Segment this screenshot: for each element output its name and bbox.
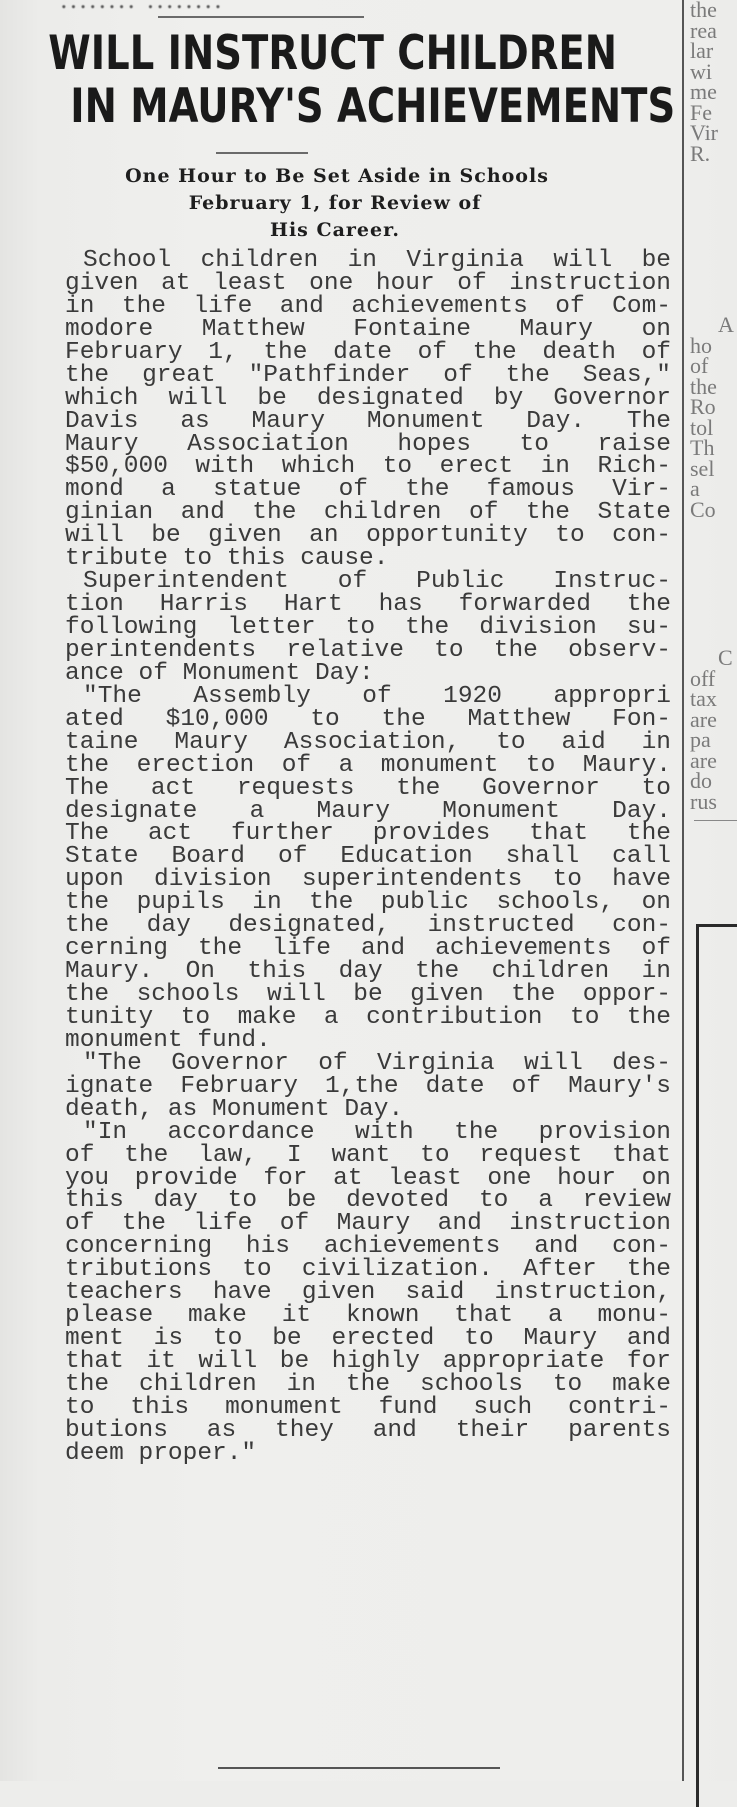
- adjacent-line: rea: [690, 17, 717, 43]
- body-line: which will be designated by Governor: [65, 384, 671, 412]
- body-line: ignate February 1,the date of Maury's: [65, 1072, 671, 1100]
- adjacent-line: rus: [690, 788, 717, 812]
- adjacent-line: Th: [690, 435, 715, 460]
- body-line: monument fund.: [65, 1026, 271, 1054]
- adjacent-line: a: [690, 476, 700, 501]
- body-line: February 1, the date of the death of: [65, 338, 671, 366]
- adjacent-line: Fe: [690, 99, 712, 125]
- body-line: "The Governor of Virginia will des-: [83, 1049, 671, 1077]
- body-line: "The Assembly of 1920 appropri: [83, 682, 671, 710]
- adjacent-line: Co: [690, 496, 716, 520]
- body-line: following letter to the division su-: [65, 614, 671, 641]
- body-line: of the law, I want to request that: [65, 1141, 671, 1169]
- body-line: Maury. On this day the children in: [65, 958, 671, 986]
- body-line: modore Matthew Fontaine Maury on: [65, 315, 671, 343]
- body-line: tribute to this cause.: [65, 545, 389, 573]
- adjacent-line: are: [690, 747, 717, 773]
- separator-rule-bottom: [218, 1767, 500, 1769]
- body-line: School children in Virginia will be: [83, 247, 671, 274]
- body-line: of the life of Maury and instruction: [65, 1210, 671, 1238]
- adjacent-line: the: [690, 373, 717, 399]
- body-line: Superintendent of Public Instruc-: [83, 568, 671, 596]
- adjacent-line: ho: [690, 332, 712, 358]
- column-divider: [682, 0, 684, 1781]
- adjacent-line: do: [690, 768, 712, 793]
- body-line: this day to be devoted to a review: [65, 1187, 671, 1215]
- separator-rule-top: [158, 16, 364, 18]
- adjacent-line: me: [690, 79, 717, 104]
- adjacent-line: C: [718, 648, 733, 670]
- body-line: mond a statue of the famous Vir-: [65, 476, 671, 504]
- adjacent-column-block-1: [690, 0, 737, 164]
- body-line: cerning the life and achievements of: [65, 935, 671, 963]
- body-line: in the life and achievements of Com-: [65, 292, 671, 320]
- body-line: ance of Monument Day:: [65, 659, 374, 687]
- body-line: death, as Monument Day.: [65, 1095, 404, 1123]
- body-line: deem proper.": [65, 1439, 257, 1467]
- adjacent-column-block-2: [690, 315, 737, 520]
- adjacent-line: wi: [690, 58, 712, 84]
- adjacent-line: Vir: [690, 120, 719, 145]
- adjacent-line: A: [718, 315, 734, 337]
- body-line: taine Maury Association, to aid in: [65, 728, 671, 756]
- adjacent-boxed-item: [696, 924, 737, 1807]
- body-line: Maury Association hopes to raise: [65, 430, 671, 458]
- adjacent-line: pa: [690, 727, 711, 752]
- body-line: ginian and the children of the State: [65, 499, 671, 527]
- body-line: The act further provides that the: [65, 820, 671, 848]
- body-line: tunity to make a contribution to the: [65, 1003, 671, 1031]
- body-line: you provide for at least one hour on: [65, 1164, 671, 1192]
- adjacent-line: tol: [690, 414, 714, 440]
- adjacent-line: off: [690, 665, 716, 691]
- deck-line-2: February 1, for Review of: [188, 192, 482, 214]
- separator-rule-mid: [216, 152, 308, 154]
- body-line: ated $10,000 to the Matthew Fon-: [65, 705, 671, 733]
- headline-line-2: IN MAURY'S ACHIEVEMENTS: [70, 79, 676, 134]
- body-line: State Board of Education shall call: [65, 843, 671, 871]
- body-line: to this monument fund such contri-: [65, 1393, 671, 1421]
- body-line: designate a Maury Monument Day.: [65, 797, 671, 825]
- previous-article-fragment: ........ ........: [60, 0, 224, 14]
- body-line: upon division superintendents to have: [65, 866, 671, 894]
- adjacent-line: lar: [690, 38, 714, 63]
- body-line: the schools will be given the oppor-: [65, 981, 671, 1008]
- adjacent-column-rule: [694, 820, 737, 821]
- body-line: given at least one hour of instruction: [65, 269, 671, 297]
- body-line: will be given an opportunity to con-: [65, 522, 671, 550]
- adjacent-line: tax: [690, 686, 717, 711]
- body-line: tion Harris Hart has forwarded the: [65, 591, 671, 619]
- adjacent-line: sel: [690, 455, 715, 481]
- body-line: the erection of a monument to Maury.: [65, 751, 671, 779]
- body-line: that it will be highly appropriate for: [65, 1348, 671, 1375]
- deck-line-3: His Career.: [270, 219, 400, 241]
- body-line: $50,000 with which to erect in Rich-: [65, 453, 671, 481]
- adjacent-line: are: [690, 706, 717, 732]
- body-line: the great "Pathfinder of the Seas,": [65, 361, 671, 389]
- adjacent-line: the: [690, 0, 717, 22]
- adjacent-column-block-3: [690, 648, 737, 812]
- body-line: the day designated, instructed con-: [65, 912, 671, 940]
- adjacent-line: of: [690, 353, 709, 378]
- body-line: ment is to be erected to Maury and: [65, 1325, 671, 1353]
- body-line: "In accordance with the provision: [83, 1118, 671, 1146]
- body-line: the pupils in the public schools, on: [65, 889, 671, 917]
- body-line: please make it known that a monu-: [65, 1302, 671, 1330]
- body-line: Davis as Maury Monument Day. The: [65, 407, 671, 435]
- adjacent-line: R.: [690, 140, 711, 164]
- body-line: the children in the schools to make: [65, 1370, 671, 1398]
- headline-line-1: WILL INSTRUCT CHILDREN: [48, 26, 617, 81]
- body-line: teachers have given said instruction,: [65, 1279, 671, 1307]
- body-line: The act requests the Governor to: [65, 774, 671, 802]
- adjacent-line: Ro: [690, 394, 716, 419]
- body-line: concerning his achievements and con-: [65, 1233, 671, 1261]
- body-line: tributions to civilization. After the: [65, 1256, 671, 1284]
- body-line: butions as they and their parents: [65, 1416, 671, 1444]
- deck-line-1: One Hour to Be Set Aside in Schools: [125, 165, 549, 187]
- article-body: [65, 247, 671, 1467]
- body-line: perintendents relative to the observ-: [65, 636, 671, 664]
